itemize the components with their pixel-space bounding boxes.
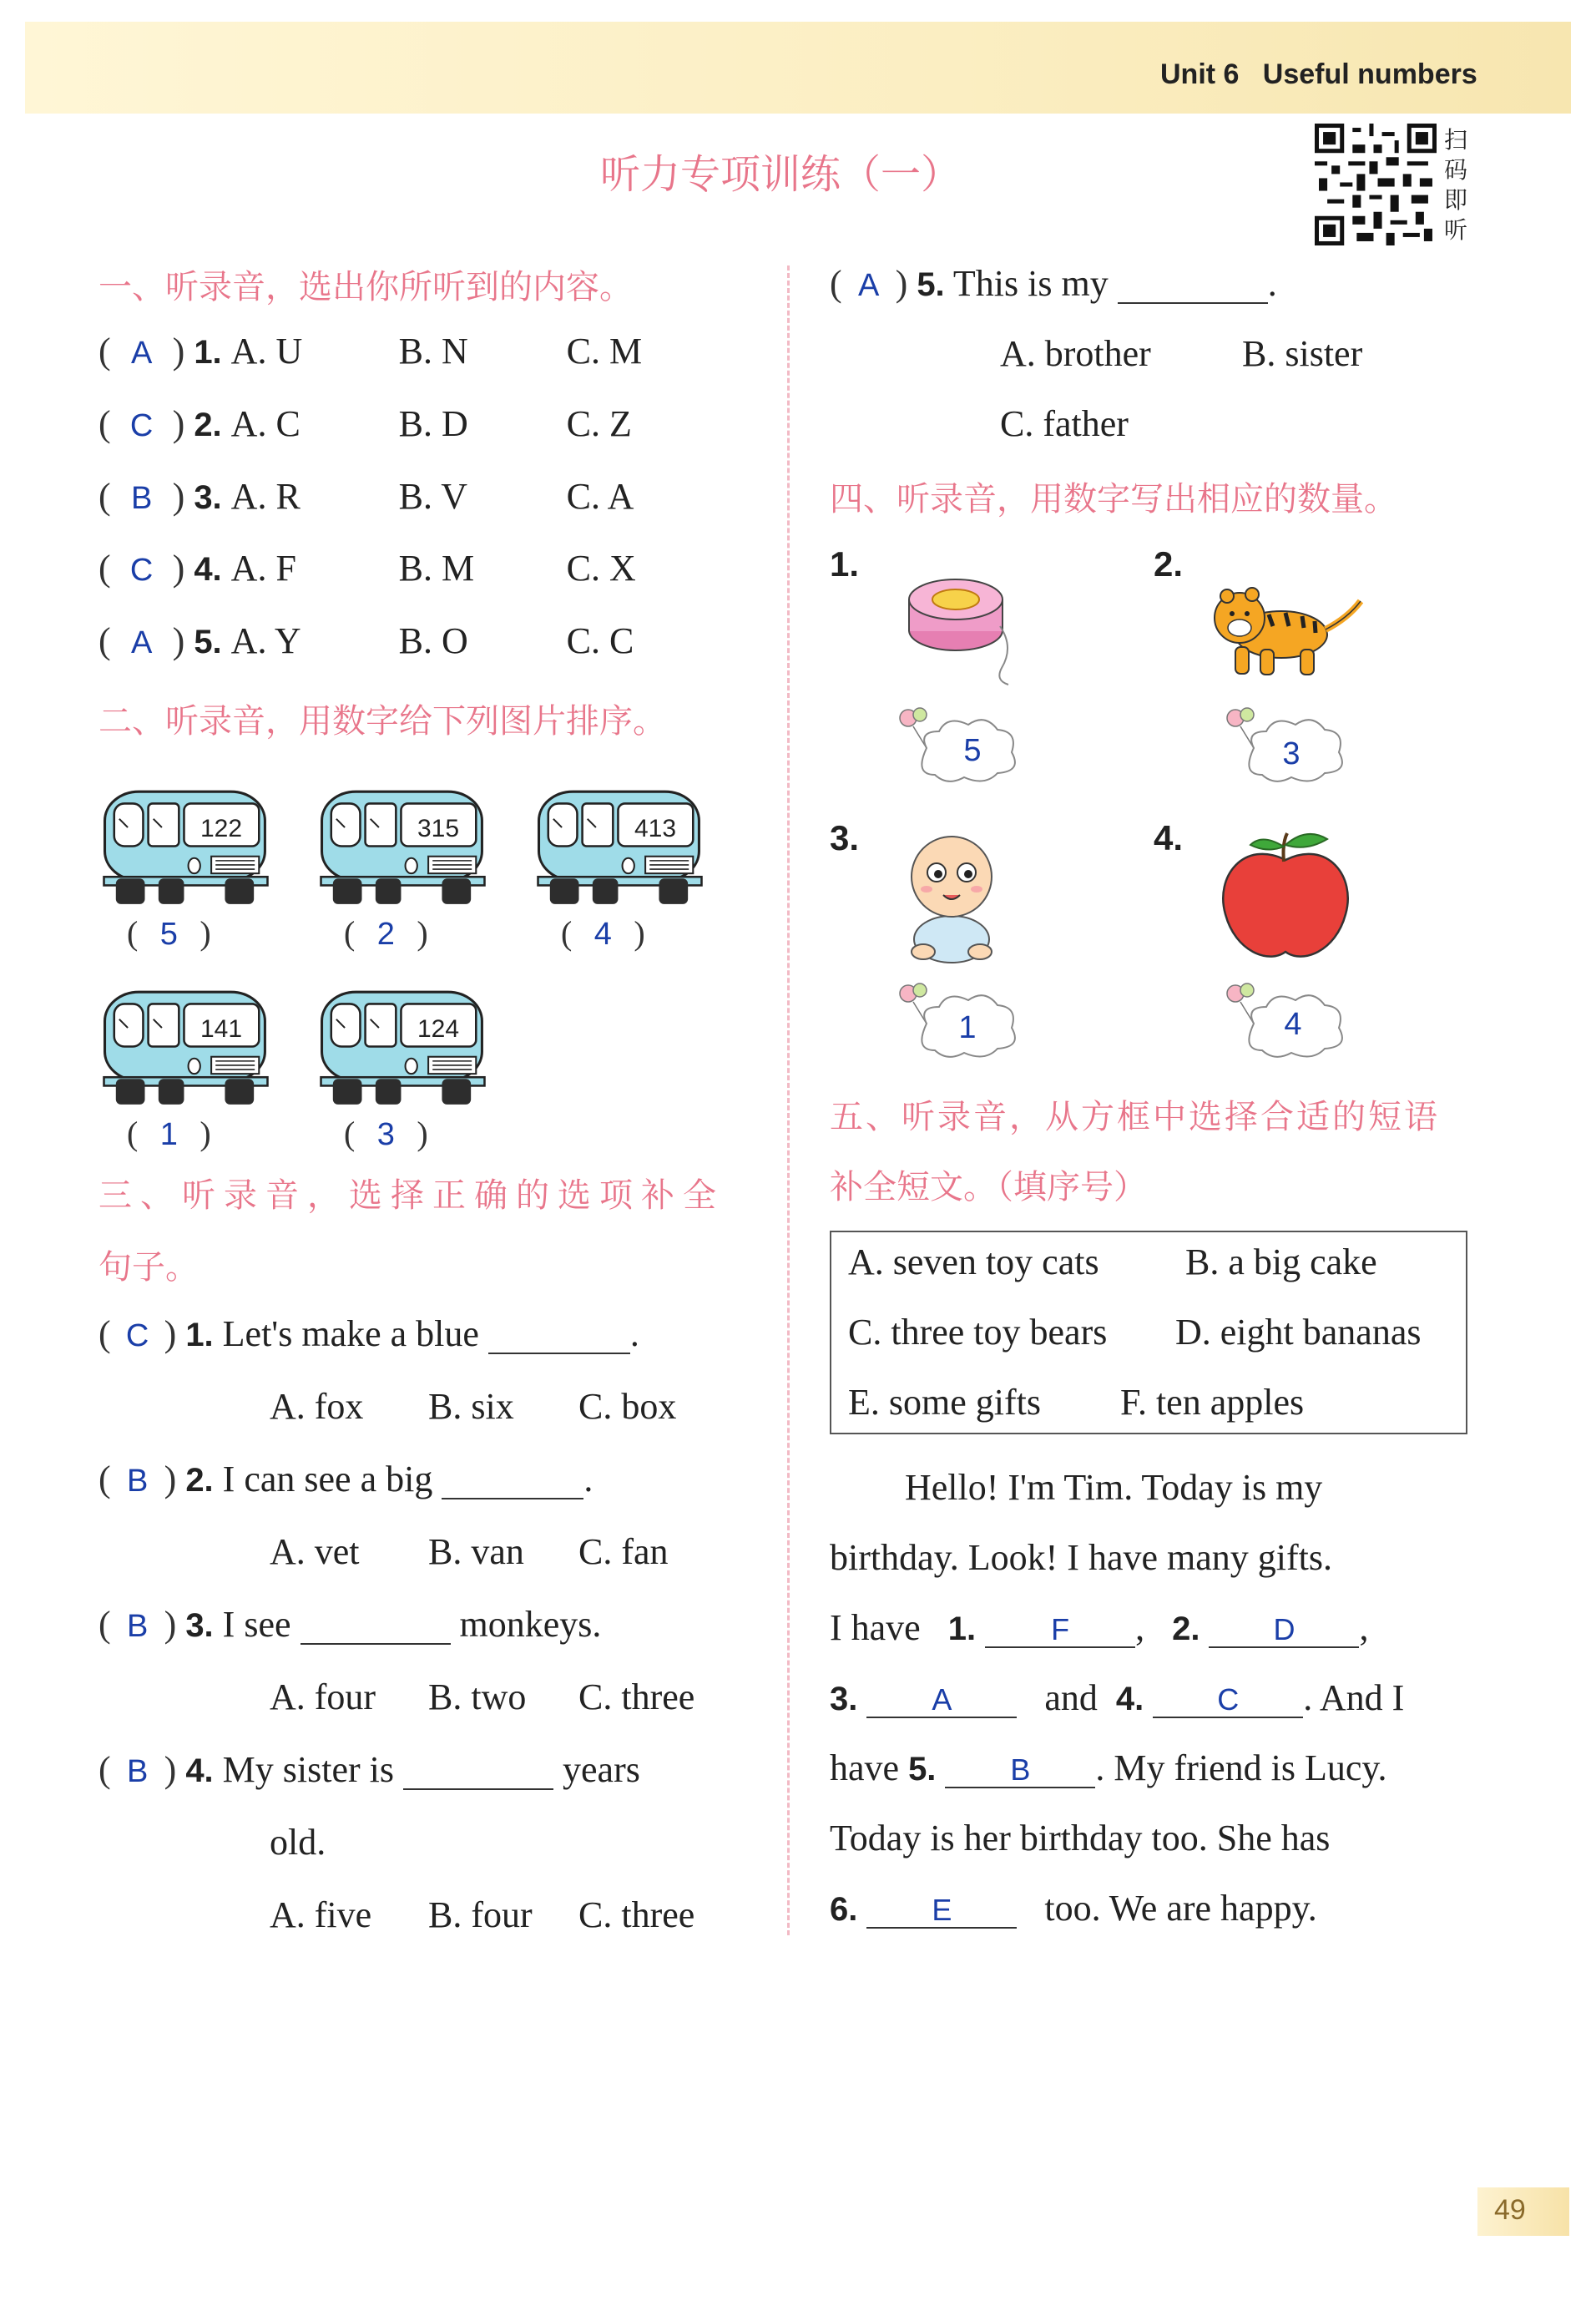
answer-blank[interactable] (1118, 269, 1268, 304)
option-a: A. Y (230, 620, 301, 661)
paren-close: ) (172, 548, 185, 589)
paren-close: ) (164, 1749, 177, 1790)
bus-answer-3: ( 4 ) (561, 914, 645, 952)
paren-close: ) (164, 1313, 177, 1354)
paren-open: ( (98, 1749, 111, 1790)
answer-text: 1 (159, 1117, 178, 1152)
sec1-item-4 (98, 547, 636, 589)
sentence-text: I can see a big (222, 1459, 433, 1499)
option-a: A. fox (270, 1386, 364, 1427)
bus-answer-2: ( 2 ) (344, 914, 428, 952)
answer-text: 4 (593, 917, 612, 952)
answer-text: B (130, 481, 153, 516)
phrase-row-3 (848, 1381, 1304, 1423)
sentence-end: monkeys. (459, 1604, 602, 1645)
paren-open: ( (830, 263, 842, 304)
blank-number: 1. (947, 1611, 977, 1647)
option-b: B. two (428, 1676, 527, 1717)
passage-line-6: Today is her birthday too. She has (830, 1818, 1331, 1858)
section-3-heading: 三、听录音，选择正确的选项补全 (98, 1176, 725, 1215)
qr-caption (1444, 125, 1477, 245)
section-2-heading: 二、听录音，用数字给下列图片排序。 (98, 702, 666, 741)
answer-text: C (129, 553, 154, 588)
passage-line-7 (830, 1887, 1317, 1929)
option-b: B. four (428, 1894, 533, 1935)
section-5-heading: 五、听录音，从方框中选择合适的短语 (830, 1098, 1440, 1136)
question-number: 4. (194, 551, 222, 588)
answer-text: 1 (958, 1010, 977, 1045)
passage-punct: , (1359, 1607, 1369, 1648)
paren-open: ( (98, 1604, 111, 1645)
option-c: C. C (566, 620, 634, 661)
answer-text: 3 (376, 1117, 395, 1152)
option-c: C. fan (578, 1531, 669, 1572)
sec3-options-4 (270, 1894, 694, 1936)
passage-line-1: Hello! I'm Tim. Today is my (905, 1467, 1323, 1508)
answer-blank[interactable]: D (1209, 1613, 1359, 1648)
option-b: B. D (398, 403, 468, 444)
passage-line-2: birthday. Look! I have many gifts. (830, 1537, 1332, 1578)
picture-number: 1. (830, 544, 860, 584)
baby-picture (893, 827, 1018, 968)
qr-caption-char: 听 (1444, 216, 1468, 244)
picture-number: 3. (830, 818, 860, 857)
sec3-item-1 (98, 1312, 639, 1355)
blank-number: 5. (908, 1751, 937, 1788)
option-b: B. N (398, 331, 468, 372)
sec1-item-3 (98, 475, 634, 518)
bus-number: 124 (417, 1015, 460, 1043)
paren-close: ) (172, 620, 185, 661)
answer-text: A (130, 336, 153, 371)
sec3-options-1 (270, 1385, 676, 1428)
passage-text: too. We are happy. (1044, 1888, 1317, 1929)
answer-blank[interactable] (442, 1464, 583, 1499)
bus-answer-1: ( 5 ) (127, 914, 211, 952)
picture-number: 2. (1154, 544, 1184, 584)
blank-number: 3. (830, 1681, 858, 1717)
answer-blank[interactable]: F (985, 1613, 1135, 1648)
blank-number: 2. (1172, 1611, 1200, 1647)
option-a: A. vet (270, 1531, 360, 1572)
option-a: A. four (270, 1676, 376, 1717)
question-number: 3. (185, 1607, 214, 1644)
answer-blank[interactable] (301, 1610, 451, 1645)
tiger-picture (1202, 576, 1369, 685)
passage-line-5 (830, 1747, 1387, 1789)
unit-header (1160, 58, 1477, 91)
blank-number: 4. (1115, 1681, 1144, 1717)
sentence-end: . (583, 1459, 593, 1499)
paren-close: ) (895, 263, 908, 304)
sec3-item-5 (830, 262, 1277, 305)
question-number: 5. (194, 624, 222, 660)
bus-answer-4: ( 1 ) (127, 1115, 211, 1152)
option-a: A. C (230, 403, 301, 444)
option-a: A. brother (1000, 333, 1151, 374)
bus-number: 315 (417, 815, 460, 842)
sentence-text: I see (222, 1604, 291, 1645)
sec3-item-3 (98, 1603, 601, 1646)
option-c: C. M (566, 331, 643, 372)
qr-caption-char: 扫 (1444, 126, 1468, 154)
qr-caption-char: 即 (1444, 186, 1468, 214)
answer-blank[interactable]: A (866, 1683, 1017, 1718)
answer-text: C (125, 1318, 149, 1353)
passage-line-4 (830, 1676, 1404, 1719)
section-5-heading-cont: 补全短文。（填序号） (830, 1168, 1147, 1206)
phrase-f: F. ten apples (1120, 1382, 1305, 1423)
option-b: B. O (398, 620, 468, 661)
answer-text: A (130, 625, 153, 660)
bus-number: 413 (634, 815, 677, 842)
answer-text: 2 (376, 917, 395, 952)
paren-close: ) (172, 403, 185, 444)
sec3-options-2 (270, 1530, 669, 1573)
answer-blank[interactable]: C (1153, 1683, 1303, 1718)
answer-text: 5 (963, 733, 982, 768)
phrase-b: B. a big cake (1185, 1241, 1377, 1282)
bus-picture-3 (534, 785, 705, 908)
sec1-item-2 (98, 402, 632, 445)
section-3-heading-cont: 句子。 (98, 1248, 199, 1287)
phrase-d: D. eight bananas (1175, 1312, 1422, 1353)
question-number: 4. (185, 1752, 214, 1789)
section-4-heading: 四、听录音，用数字写出相应的数量。 (830, 480, 1397, 518)
answer-blank[interactable]: B (945, 1753, 1095, 1788)
answer-text: B (126, 1464, 149, 1499)
sentence-end: . (1267, 263, 1277, 304)
paren-open: ( (98, 548, 111, 589)
option-c: C. A (566, 476, 634, 517)
option-b: B. V (398, 476, 467, 517)
passage-text: I have (830, 1607, 921, 1648)
answer-text: 5 (159, 917, 178, 952)
phrase-row-1 (848, 1241, 1377, 1283)
passage-line-3 (830, 1606, 1368, 1649)
answer-text: A (857, 268, 880, 303)
bus-picture-4 (100, 985, 271, 1109)
passage-text: . My friend is Lucy. (1095, 1747, 1387, 1788)
paren-close: ) (172, 476, 185, 517)
option-c: C. three (578, 1894, 695, 1935)
phrase-a: A. seven toy cats (848, 1241, 1099, 1282)
option-b: B. sister (1242, 333, 1363, 374)
option-c: C. X (566, 548, 636, 589)
passage-text: . And I (1303, 1677, 1405, 1718)
option-c: C. three (578, 1676, 695, 1717)
sec1-item-5 (98, 619, 634, 662)
paren-open: ( (98, 1459, 111, 1499)
bus-number: 122 (200, 815, 243, 842)
bus-picture-2 (317, 785, 488, 908)
passage-punct: , (1135, 1607, 1145, 1648)
phrase-c: C. three toy bears (848, 1312, 1108, 1353)
passage-text: and (1044, 1677, 1098, 1718)
option-a: A. R (230, 476, 301, 517)
question-number: 1. (194, 334, 222, 371)
page-title: 听力专项训练（一） (599, 151, 961, 198)
phrase-row-2 (848, 1311, 1421, 1353)
answer-text: 4 (1284, 1007, 1302, 1042)
paren-open: ( (98, 620, 111, 661)
page-number: 49 (1494, 2194, 1526, 2226)
question-number: 3. (194, 479, 222, 516)
column-divider (787, 265, 790, 1935)
answer-blank[interactable] (488, 1319, 630, 1354)
bus-picture-1 (100, 785, 271, 908)
paren-close: ) (164, 1604, 177, 1645)
paren-close: ) (164, 1459, 177, 1499)
option-b: B. six (428, 1386, 514, 1427)
picture-number: 4. (1154, 818, 1184, 857)
sec3-options-3 (270, 1676, 694, 1718)
paren-close: ) (172, 331, 185, 372)
sec3-options-5 (1000, 332, 1362, 375)
bus-picture-5 (317, 985, 488, 1109)
blank-number: 6. (830, 1891, 858, 1928)
phrase-e: E. some gifts (848, 1382, 1041, 1423)
answer-text: B (126, 1609, 149, 1644)
sec3-item-2 (98, 1458, 593, 1500)
paren-open: ( (98, 331, 111, 372)
bus-number: 141 (200, 1015, 243, 1043)
sec3-item-4-cont: old. (270, 1822, 326, 1863)
option-a: A. U (230, 331, 303, 372)
answer-text: C (129, 408, 154, 443)
sentence-end: . (629, 1313, 639, 1354)
question-number: 2. (185, 1462, 214, 1499)
option-b: B. M (398, 548, 475, 589)
answer-text: B (126, 1754, 149, 1789)
paren-open: ( (98, 476, 111, 517)
answer-text: 3 (1282, 736, 1301, 771)
option-a: A. F (230, 548, 296, 589)
question-number: 2. (194, 407, 222, 443)
yoyo-picture (902, 568, 1027, 693)
option-a: A. five (270, 1894, 372, 1935)
passage-text: have (830, 1747, 900, 1788)
paren-open: ( (98, 1313, 111, 1354)
option-b: B. van (428, 1531, 524, 1572)
answer-blank[interactable]: E (866, 1894, 1017, 1929)
qr-code-icon[interactable] (1315, 124, 1437, 245)
unit-title: Useful numbers (1262, 58, 1477, 90)
apple-picture (1210, 827, 1361, 968)
sec3-option-5c: C. father (1000, 403, 1129, 444)
qr-caption-char: 码 (1444, 156, 1468, 184)
question-number: 1. (185, 1317, 214, 1353)
sec3-item-4 (98, 1748, 640, 1791)
sec1-item-1 (98, 330, 642, 372)
unit-number: Unit 6 (1160, 58, 1240, 90)
bus-answer-5: ( 3 ) (344, 1115, 428, 1152)
paren-open: ( (98, 403, 111, 444)
sentence-text: This is my (952, 263, 1109, 304)
sentence-text: Let's make a blue (222, 1313, 479, 1354)
option-c: C. box (578, 1386, 677, 1427)
sentence-end: years (563, 1749, 640, 1790)
section-1-heading: 一、听录音，选出你所听到的内容。 (98, 268, 633, 306)
answer-blank[interactable] (403, 1755, 553, 1790)
sentence-text: My sister is (222, 1749, 395, 1790)
option-c: C. Z (566, 403, 632, 444)
question-number: 5. (917, 266, 945, 303)
